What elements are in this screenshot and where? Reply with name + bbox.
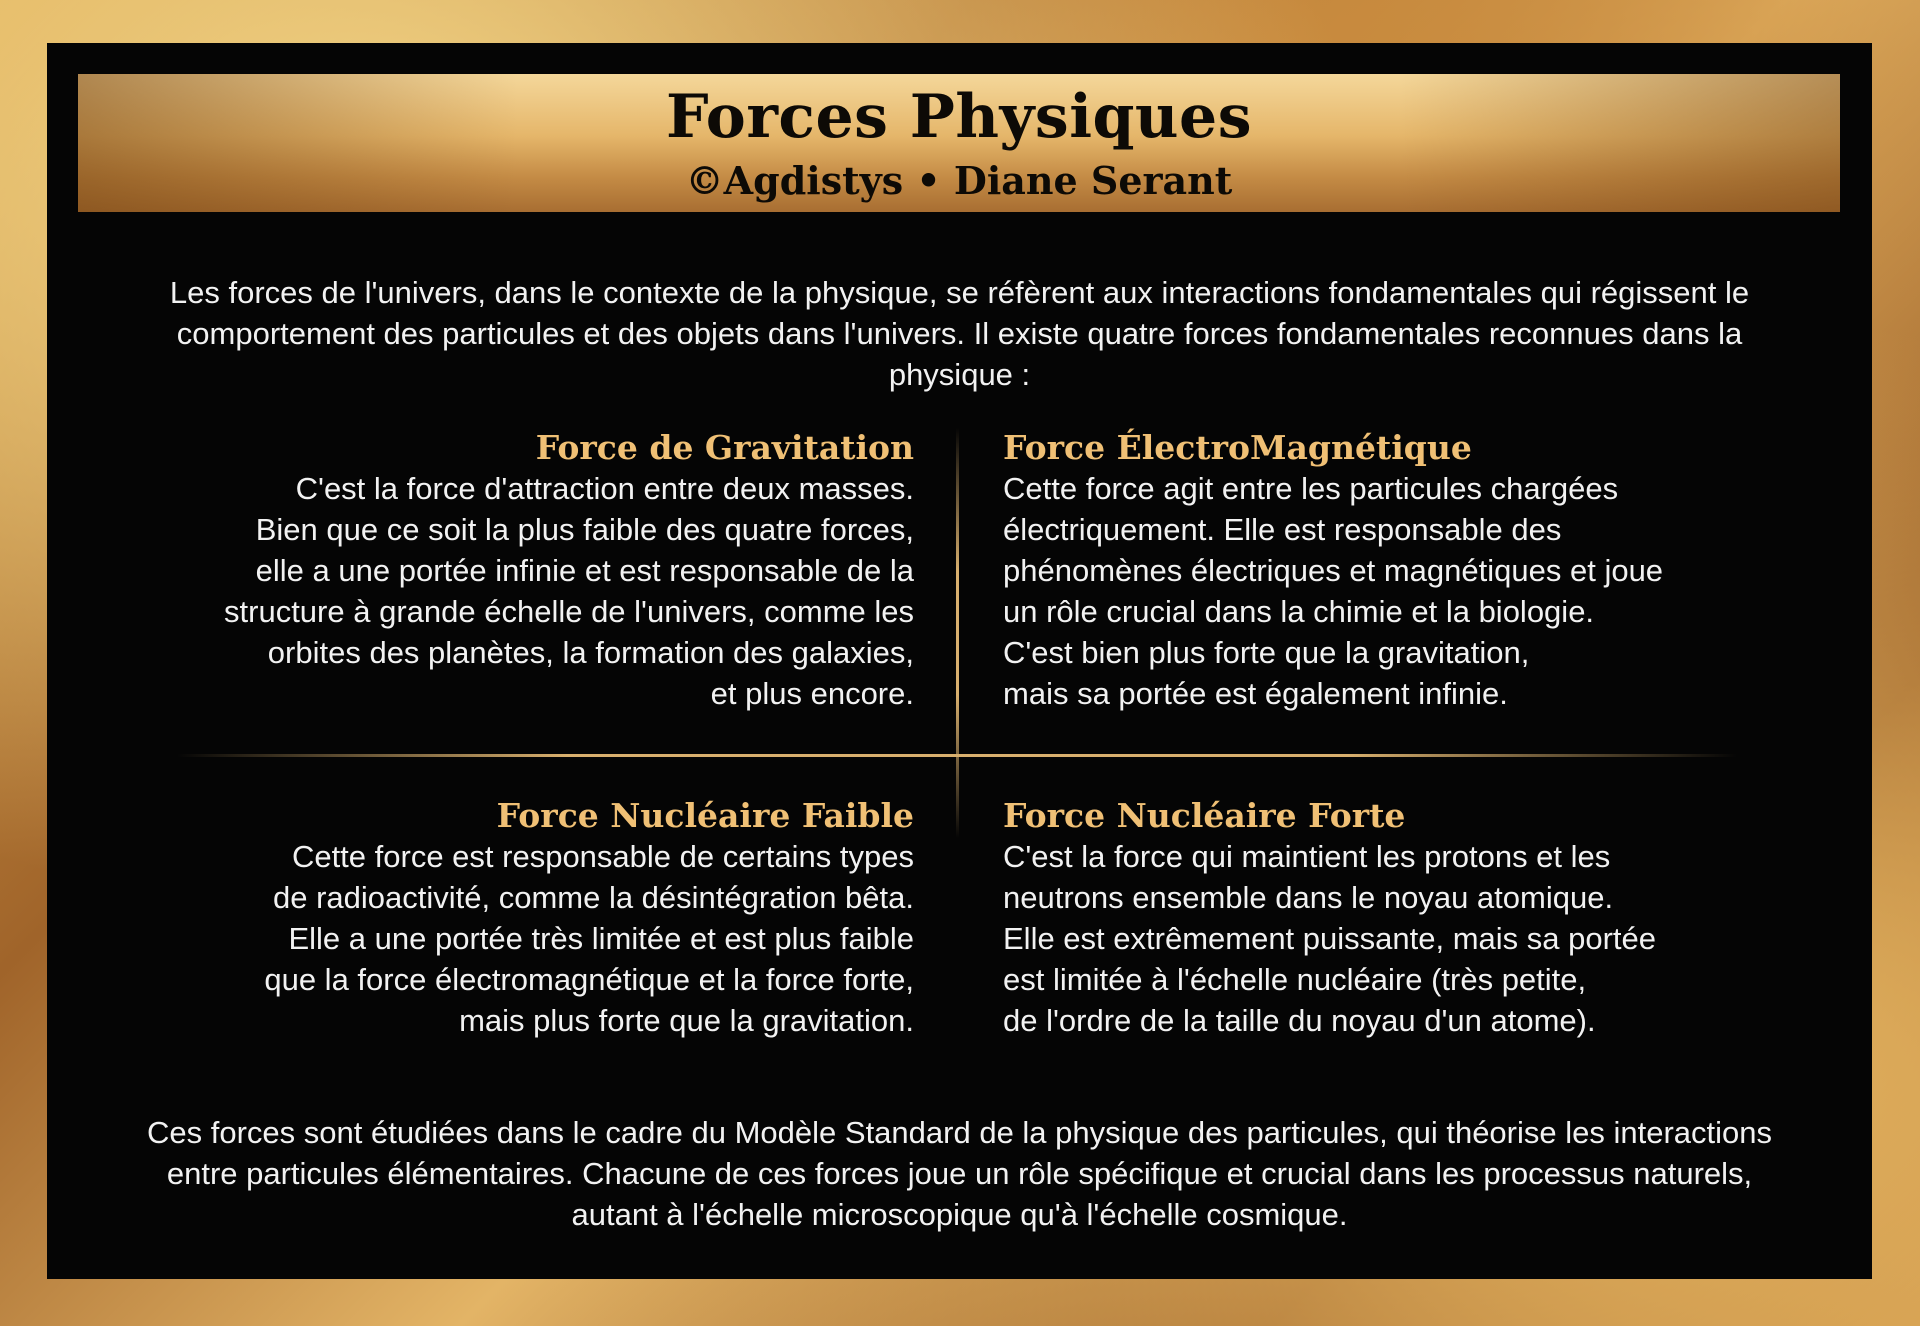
force-title: Force Nucléaire Forte bbox=[1003, 796, 1406, 835]
vertical-divider bbox=[956, 428, 959, 838]
force-nucleaire-forte bbox=[1003, 795, 1803, 1041]
horizontal-divider bbox=[177, 754, 1737, 757]
force-title: Force Nucléaire Faible bbox=[496, 796, 914, 835]
force-description: Cette force est responsable de certains types de radioactivité, comme la désintégration bêta. Elle a une portée très limitée et est plus faible que la force électromagnétique et la force forte, mais plus forte que la gravitation. bbox=[264, 839, 914, 1038]
force-description: Cette force agit entre les particules chargées électriquement. Elle est responsable des phénomènes électriques et magnétiques et joue un rôle crucial dans la chimie et la biologie. C'est bien plus forte que la gravitation, mais sa portée est également infinie. bbox=[1003, 471, 1664, 711]
force-electromagnetique bbox=[1003, 427, 1803, 714]
force-description: C'est la force qui maintient les protons et les neutrons ensemble dans le noyau atomique. Elle est extrêmement puissante, mais sa portée est limitée à l'échelle nucléaire (très petite, de l'ordre de la taille du noyau d'un atome). bbox=[1003, 839, 1657, 1038]
closing-paragraph: Ces forces sont étudiées dans le cadre du Modèle Standard de la physique des particules, qui théorise les interactions entre particules élémentaires. Chacune de ces forces joue un rôle spécifique et crucial dans les processus naturels, autant à l'échelle microscopique qu'à l'échelle cosmique. bbox=[146, 1115, 1773, 1232]
force-gravitation bbox=[114, 427, 914, 714]
page-title: Forces Physiques bbox=[665, 82, 1253, 152]
force-title: Force ÉlectroMagnétique bbox=[1003, 428, 1472, 467]
force-title: Force de Gravitation bbox=[535, 428, 914, 467]
intro-paragraph: Les forces de l'univers, dans le contexte de la physique, se réfèrent aux interactions fondamentales qui régissent le comportement des particules et des objets dans l'univers. Il existe quatre forces fondamentales reconnues dans la physique : bbox=[169, 275, 1750, 392]
author-credit: ©Agdistys • Diane Serant bbox=[685, 158, 1233, 203]
content-panel bbox=[47, 43, 1872, 1279]
title-banner bbox=[78, 74, 1840, 212]
force-nucleaire-faible bbox=[114, 795, 914, 1041]
force-description: C'est la force d'attraction entre deux masses. Bien que ce soit la plus faible des quatre forces, elle a une portée infinie et est responsable de la structure à grande échelle de l'univers, comme les orbites des planètes, la formation des galaxies, et plus encore. bbox=[224, 471, 914, 711]
